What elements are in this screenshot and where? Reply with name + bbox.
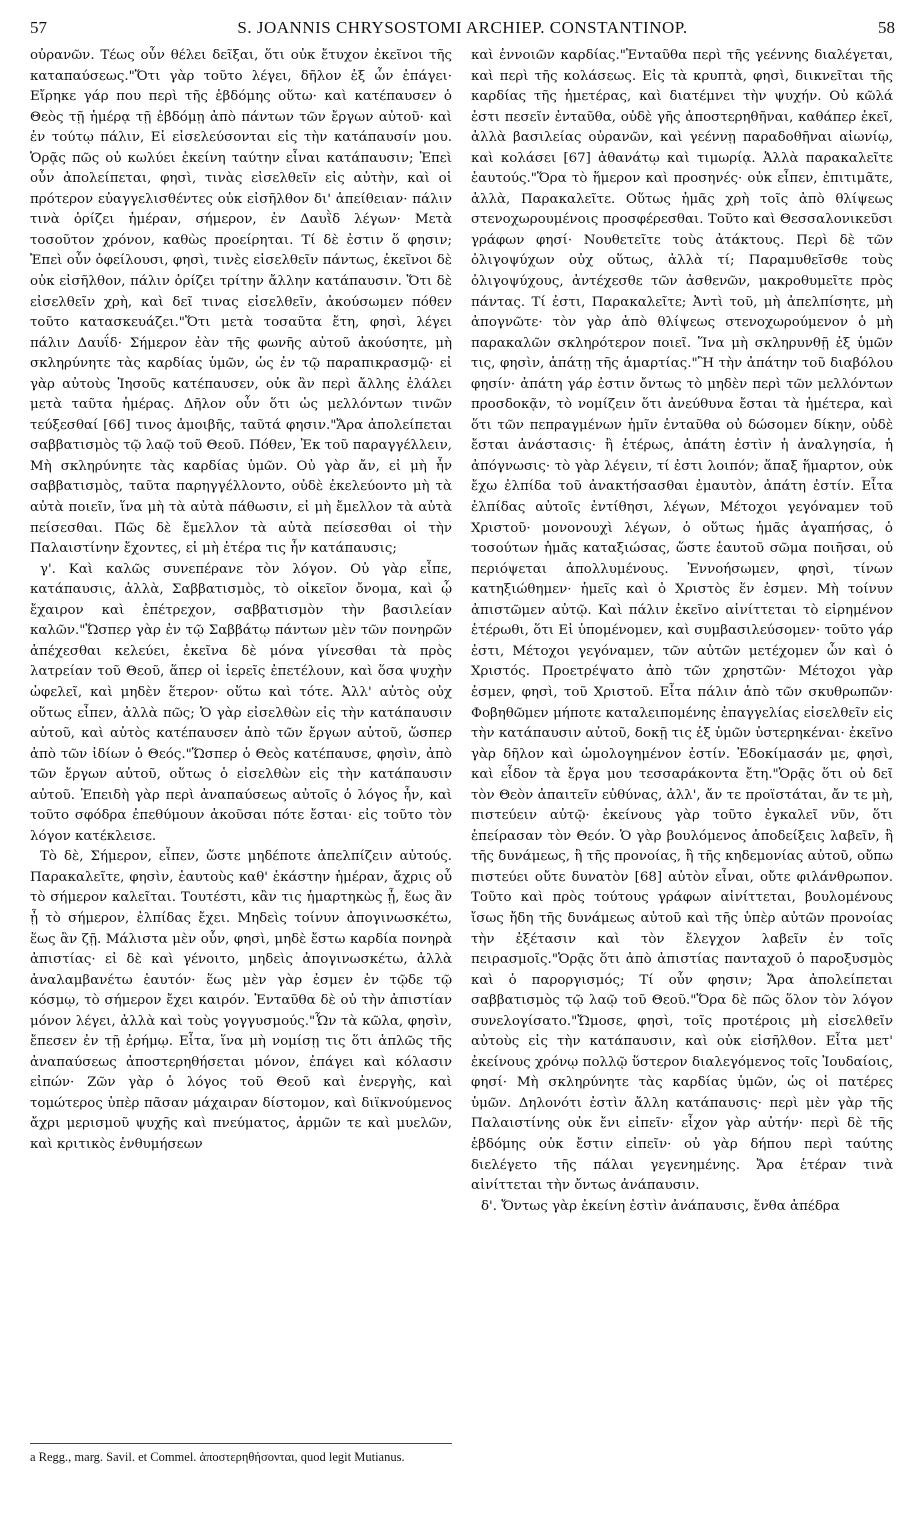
paragraph: γ'. Καὶ καλῶς συνεπέρανε τὸν λόγον. Οὐ γὰρ εἶπε, κατάπαυσις, ἀλλὰ, Σαββατισμὸς, τὸ οἰκεῖον ὄνομα, καὶ ᾧ ἔχαιρον καὶ ἐπέτρεχον, σαββατισμὸν τὴν βασιλείαν καλῶν."Ὥσπερ γὰρ ἐν τῷ Σαββάτῳ πάντων μὲν τῶν πονηρῶν ἀπέχεσθαι κελεύει, ἐκεῖνα δὲ μόνα γίνεσθαι τὰ πρὸς λατρείαν τοῦ Θεοῦ, ἅπερ οἱ ἱερεῖς ἐπετέλουν, καὶ ὅσα ψυχὴν ὠφελεῖ, καὶ μηδὲν ἕτερον· οὕτω καὶ τότε. Ἀλλ' αὐτὸς οὐχ οὕτως εἶπεν, ἀλλὰ πῶς; Ὁ γὰρ εἰσελθὼν εἰς τὴν κατάπαυσιν αὐτοῦ, καὶ αὐτὸς κατέπαυσεν ἀπὸ τῶν ἔργων αὐτοῦ, ὥσπερ ἀπὸ τῶν ἰδίων ὁ Θεός."Ὥσπερ ὁ Θεὸς κατέπαυσε, φησὶν, ἀπὸ τῶν ἔργων αὐτοῦ, οὕτως ὁ εἰσελθὼν εἰς τὴν κατάπαυσιν αὐτοῦ. Ἐπειδὴ γὰρ περὶ ἀναπαύσεως αὐτοῖς ὁ λόγος ἦν, καὶ τοῦτο σφόδρα ἐπεθύμουν ἀκοῦσαι πότε ἔσται· εἰς τοῦτο τὸν λόγον κατέκλεισε.	[30, 561, 452, 844]
footnote: a Regg., marg. Savil. et Commel. ἀποστερηθήσονται, quod legit Mutianus.	[30, 1443, 452, 1465]
paragraph: οὐρανῶν. Τέως οὖν θέλει δεῖξαι, ὅτι οὐκ ἔτυχον ἐκεῖνοι τῆς καταπαύσεως."Ὅτι γὰρ τοῦτο λέγει, δῆλον ἐξ ὧν ἐπάγει· Εἴρηκε γάρ που περὶ τῆς ἑβδόμης οὕτω· καὶ κατέπαυσεν ὁ Θεὸς τῇ ἡμέρᾳ τῇ ἑβδόμῃ ἀπὸ πάντων τῶν ἔργων αὐτοῦ· καὶ ἐν τούτῳ πάλιν, Εἰ εἰσελεύσονται εἰς τὴν κατάπαυσίν μου. Ὁρᾷς πῶς οὐ κωλύει ἐκείνη ταύτην εἶναι κατάπαυσιν; Ἐπεὶ οὖν ἀπολείπεται, φησὶ, τινὰς εἰσελθεῖν εἰς αὐτὴν, καὶ οἱ πρότερον εὐαγγελισθέντες οὐκ εἰσῆλθον δι' ἀπείθειαν· πάλιν τινὰ ὁρίζει ἡμέραν, σήμερον, ἐν Δαυῒδ λέγων· Μετὰ τοσοῦτον χρόνον, καθὼς προείρηται. Τί δὲ ἐστιν ὅ φησιν; Ἐπεὶ οὖν ὀφείλουσι, φησὶ, τινὲς εἰσελθεῖν πάντως, ἐκεῖνοι δὲ οὐκ εἰσῆλθον, πάλιν ὁρίζει τρίτην ἄλλην κατάπαυσιν. Ὅτι δὲ εἰσελθεῖν χρὴ, καὶ δεῖ τινας εἰσελθεῖν, ἀκούσωμεν πόθεν τοῦτο κατασκευάζει."Ὅτι μετὰ τοσαῦτα ἔτη, φησὶ, λέγει πάλιν Δαυΐδ· Σήμερον ἐὰν τῆς φωνῆς αὐτοῦ ἀκούσητε, μὴ σκληρύνητε τὰς καρδίας ὑμῶν, ὡς ἐν τῷ παραπικρασμῷ· εἰ γὰρ αὐτοὺς Ἰησοῦς κατέπαυσεν, οὐκ ἂν περὶ ἄλλης ἐλάλει μετὰ ταῦτα ἡμέρας. Δῆλον οὖν ὅτι ὡς μελλόντων τινῶν τεύξεσθαί [66] τινος ἀμοιβῆς, ταῦτά φησιν."Ἄρα ἀπολείπεται σαββατισμὸς τῷ λαῷ τοῦ Θεοῦ. Πόθεν, Ἐκ τοῦ παραγγέλλειν, Μὴ σκληρύνητε τὰς καρδίας ὑμῶν. Οὐ γὰρ ἄν, εἰ μὴ ἦν σαββατισμὸς, ταῦτα παρηγγέλλοντο, οὐδὲ ἐκελεύοντο μὴ τὰ αὐτὰ ποιεῖν, ἵνα μὴ τὰ αὐτὰ πάθωσιν, εἰ μὴ ἔμελλον τὰ αὐτὰ πείσεσθαι. Πῶς δὲ ἔμελλον τὰ αὐτὰ πείσεσθαι οἱ τὴν Παλαιστίνην ἔχοντες, εἰ μὴ ἑτέρα τις ἦν κατάπαυσις;	[30, 48, 452, 557]
paragraph: δ'. Ὄντως γὰρ ἐκείνη ἐστὶν ἀνάπαυσις, ἔνθα ἀπέδρα	[481, 1198, 840, 1214]
paragraph: καὶ ἐννοιῶν καρδίας."Ἐνταῦθα περὶ τῆς γεέννης διαλέγεται, καὶ περὶ τῆς κολάσεως. Εἰς τὰ κρυπτὰ, φησὶ, διικνεῖται τῆς καρδίας τῆς ἡμετέρας, καὶ διατέμνει τὴν ψυχήν. Οὐ κῶλά ἐστι πεσεῖν ἐνταῦθα, οὐδὲ γῆς ἀποστερηθῆναι, καθάπερ ἐκεῖ, ἀλλὰ βασιλείας οὐρανῶν, καὶ γεέννῃ παραδοθῆναι αἰωνίῳ, καὶ κολάσει [67] ἀθανάτῳ καὶ τιμωρίᾳ. Ἀλλὰ παρακαλεῖτε ἑαυτούς."Ὅρα τὸ ἥμερον καὶ προσηνές· οὐκ εἶπεν, ἐπιτιμᾶτε, ἀλλὰ, Παρακαλεῖτε. Οὕτως ἡμᾶς χρὴ τοῖς ἀπὸ θλίψεως στενοχωρουμένοις προσφέρεσθαι. Τοῦτο καὶ Θεσσαλονικεῦσι γράφων φησί· Νουθετεῖτε τοὺς ἀτάκτους. Περὶ δὲ τῶν ὀλιγοψύχων οὐχ οὕτως, ἀλλὰ τί; Παραμυθεῖσθε τοὺς ὀλιγοψύχους, ἀντέχεσθε τῶν ἀσθενῶν, μακροθυμεῖτε πρὸς πάντας. Τί ἐστι, Παρακαλεῖτε; Ἀντὶ τοῦ, μὴ ἀπελπίσητε, μὴ ἀπογνῶτε· τὸν γὰρ ἀπὸ θλίψεως στενοχωρούμενον ὁ μὴ παρακαλῶν σκληρότερον ποιεῖ. Ἵνα μὴ σκληρυνθῇ ἐξ ὑμῶν τις, φησὶν, ἀπάτῃ τῆς ἁμαρτίας."Ἢ τὴν ἀπάτην τοῦ διαβόλου φησίν· ἀπάτη γάρ ἐστιν ὄντως τὸ μηδὲν περὶ τῶν μελλόντων προσδοκᾷν, τὸ νομίζειν ὅτι ἀνεύθυνα ἔσται τὰ ἡμέτερα, καὶ ὅτι τῶν πεπραγμένων ἡμῖν ἐνταῦθα οὐ δώσομεν δίκην, οὐδὲ ἔσται ἀνάστασις· ἢ ἑτέρως, ἀπάτη ἐστὶν ἡ ἀναλγησία, ἡ ἀπόγνωσις· τὸ γὰρ λέγειν, τί ἐστι λοιπόν; ἅπαξ ἥμαρτον, οὐκ ἔχω ἐλπίδα τοῦ ἀνακτήσασθαι ἐμαυτὸν, ἀπάτη ἐστίν. Εἶτα ἐλπίδας αὐτοῖς ἐντίθησι, λέγων, Μέτοχοι γεγόναμεν τοῦ Χριστοῦ· μονονουχὶ λέγων, ὁ οὕτως ἡμᾶς ἀγαπήσας, ὁ τοσούτων ἡμᾶς καταξιώσας, ὥστε ἑαυτοῦ σῶμα ποιῆσαι, οὐ περιόψεται ἀπολλυμένους. Ἐννοήσωμεν, φησὶ, τίνων κατηξιώθημεν· ἡμεῖς καὶ ὁ Χριστὸς ἕν ἐσμεν. Μὴ τοίνυν ἀπιστῶμεν αὐτῷ. Καὶ πάλιν ἐκεῖνο αἰνίττεται τὸ εἰρημένον ἑτέρωθι, ὅτι Εἰ ὑπομένομεν, καὶ συμβασιλεύσομεν· τοῦτο γάρ ἐστι, Μέτοχοι γεγόναμεν, τῶν αὐτῶν μετέχομεν ὧν καὶ ὁ Χριστός. Προετρέψατο ἀπὸ τῶν χρηστῶν· Μέτοχοι γὰρ ἐσμεν, φησὶ, τοῦ Χριστοῦ. Εἶτα πάλιν ἀπὸ τῶν σκυθρωπῶν· Φοβηθῶμεν μήποτε καταλειπομένης ἐπαγγελίας εἰσελθεῖν εἰς τὴν κατάπαυσιν αὐτοῦ, δοκῇ τις ἐξ ὑμῶν ὑστερηκέναι· ἐκεῖνο γὰρ δῆλον καὶ ὡμολογημένον ἐστίν. Ἐδοκίμασάν με, φησὶ, καὶ εἶδον τὰ ἔργα μου τεσσαράκοντα ἔτη."Ὁρᾷς ὅτι οὐ δεῖ τὸν Θεὸν ἀπαιτεῖν εὐθύνας, ἀλλ', ἄν τε προϊστάται, ἄν τε μὴ, πιστεύειν αὐτῷ· ἐκείνους γὰρ τοῦτο ἐγκαλεῖ νῦν, ὅτι ἐπείρασαν τὸν Θεόν. Ὁ γὰρ βουλόμενος ἀποδείξεις λαβεῖν, ἢ τῆς δυνάμεως, ἢ τῆς προνοίας, ἢ τῆς κηδεμονίας αὐτοῦ, οὔπω πιστεύει οὔτε δυνατὸν [68] αὐτὸν εἶναι, οὔτε φιλάνθρωπον. Τοῦτο καὶ πρὸς τούτους γράφων αἰνίττεται, βουλομένους ἴσως ἤδη τῆς δυνάμεως αὐτοῦ καὶ τῆς ὑπὲρ αὐτῶν προνοίας τὴν ἐξέτασιν καὶ τὸν ἔλεγχον λαβεῖν ἐν τοῖς πειρασμοῖς."Ὁρᾷς ὅτι ἀπὸ ἀπιστίας πανταχοῦ ὁ παροξυσμὸς καὶ ὁ παροργισμός; Τί οὖν φησιν; Ἄρα ἀπολείπεται σαββατισμὸς τῷ λαῷ τοῦ Θεοῦ."Ὅρα δὲ πῶς ὅλον τὸν λόγον συνελογίσατο."Ὤμοσε, φησὶ, τοῖς προτέροις μὴ εἰσελθεῖν αὐτοὺς εἰς τὴν κατάπαυσιν, καὶ οὐκ εἰσῆλθον. Εἶτα μετ' ἐκείνους χρόνῳ πολλῷ ὕστερον διαλεγόμενος τοῖς Ἰουδαίοις, φησί· Μὴ σκληρύνητε τὰς καρδίας ὑμῶν, ὡς οἱ πατέρες ὑμῶν. Δηλονότι ἐστὶν ἄλλη κατάπαυσις· περὶ μὲν γὰρ τῆς Παλαιστίνης οὐκ ἔνι εἰπεῖν· εἶχον γὰρ αὐτήν· περὶ δὲ τῆς ἑβδόμης οὐκ ἔστιν εἰπεῖν· οὐ γὰρ δήπου περὶ ταύτης διελέγετο τῆς πάλαι γεγενημένης. Ἄρα ἑτέραν τινὰ αἰνίττεται τὴν ὄντως ἀνάπαυσιν.	[471, 48, 893, 1194]
paragraph: Τὸ δὲ, Σήμερον, εἶπεν, ὥστε μηδέποτε ἀπελπίζειν αὐτούς. Παρακαλεῖτε, φησὶν, ἑαυτοὺς καθ' ἑκάστην ἡμέραν, ἄχρις οὗ τὸ σήμερον καλεῖται. Τουτέστι, κἂν τις ἡμαρτηκὼς ᾖ, ἕως ἂν ᾖ τὸ σήμερον, ἐλπίδας ἔχει. Μηδεὶς τοίνυν ἀπογινωσκέτω, ἕως ἂν ζῇ. Μάλιστα μὲν οὖν, φησὶ, μηδὲ ἔστω καρδία πονηρὰ ἀπιστίας· εἰ δὲ καὶ γένοιτο, μηδεὶς ἀπογινωσκέτω, ἀλλὰ ἀναλαμβανέτω ἑαυτόν· ἕως μὲν γὰρ ἐσμεν ἐν τῷδε τῷ κόσμῳ, τὸ σήμερον ἔχει καιρόν. Ἐνταῦθα δὲ οὐ τὴν ἀπιστίαν μόνον λέγει, ἀλλὰ καὶ τοὺς γογγυσμούς."Ὧν τὰ κῶλα, φησὶν, ἔπεσεν ἐν τῇ ἐρήμῳ. Εἶτα, ἵνα μὴ νομίσῃ τις ὅτι ἁπλῶς τῆς ἀναπαύσεως ἀποστερηθήσεται μόνον, ἐπάγει καὶ κόλασιν εἰπών· Ζῶν γὰρ ὁ λόγος τοῦ Θεοῦ καὶ ἐνεργὴς, καὶ τομώτερος ὑπὲρ πᾶσαν μάχαιραν δίστομον, καὶ διϊκνούμενος ἄχρι μερισμοῦ ψυχῆς καὶ πνεύματος, ἁρμῶν τε καὶ μυελῶν, καὶ κριτικὸς ἐνθυμήσεων	[30, 849, 452, 1152]
right-text-column	[471, 46, 893, 1217]
column-number-right: 58	[878, 18, 895, 37]
column-number-left: 57	[30, 18, 47, 37]
left-text-column	[30, 46, 452, 1156]
running-title: S. JOANNIS CHRYSOSTOMI ARCHIEP. CONSTANTINOP.	[237, 18, 688, 37]
running-header	[30, 18, 895, 42]
